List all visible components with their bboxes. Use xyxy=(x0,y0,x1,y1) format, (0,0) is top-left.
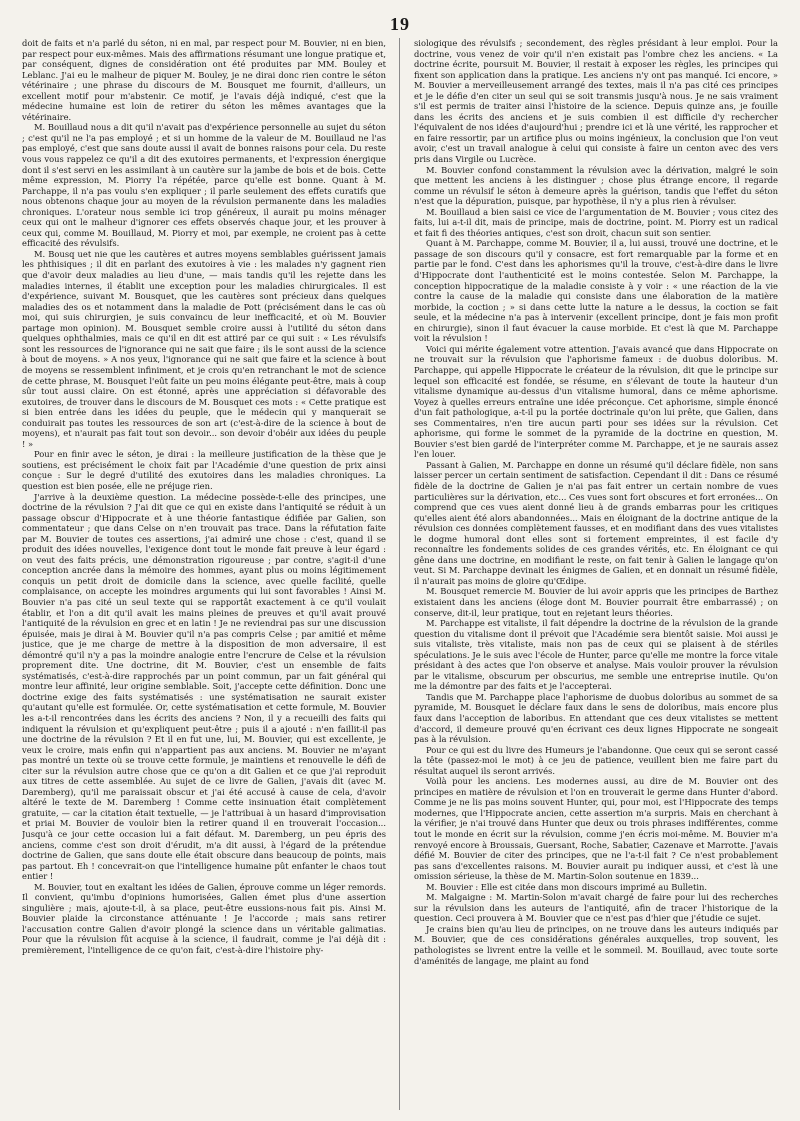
paragraph: Pour ce qui est du livre des Humeurs je l'abandonne. Que ceux qui se seront cassé la tête (passez-moi le mot) à ce jeu de patience, veuillent bien me faire part du résultat auquel ils seront arrivés. xyxy=(414,744,778,776)
paragraph: Voilà pour les anciens. Les modernes aussi, au dire de M. Bouvier ont des principes en matière de révulsion et l'on en trouverait le germe dans Hunter d'abord. Comme je ne lis pas moins souvent Hunter, qui, pour moi, est l'Hippocrate des temps modernes, que l'Hippocrate ancien, cette assertion m'a surpris. Mais en cherchant à la vérifier, je n'ai trouvé dans Hunter que deux ou trois phrases indifférentes, comme tout le monde en écrit sur la révulsion, comme j'en écris moi-même. M. Bouvier m'a renvoyé encore à Broussais, Guersant, Roche, Sabatier, Cazenave et Marrotte. J'avais défié M. Bouvier de citer des principes, que ne l'a-t-il fait ? Ce n'est probablement pas sans d'excellentes raisons. M. Bouvier aurait pu indiquer aussi, et c'est là une omission sérieuse, la thèse de M. Martin-Solon soutenue en 1839... xyxy=(414,776,778,882)
column-divider xyxy=(399,38,400,1110)
paragraph: M. Bouillaud a bien saisi ce vice de l'argumentation de M. Bouvier ; vous citez des faits, lui a-t-il dit, mais de principe, mais de doctrine, point. M. Piorry est un radical et fait fi des théories antiques, c'est son droit, chacun suit son sentier. xyxy=(414,206,778,238)
paragraph: Passant à Galien, M. Parchappe en donne un résumé qu'il déclare fidèle, non sans laisser percer un certain sentiment de satisfaction. Cependant il dit : Dans ce résumé fidèle de la doctrine de Galien je n'ai pas fait entrer un certain nombre de vues particulières sur la dérivation, etc... Ces vues sont fort obscures et fort erronées... On comprend que ces vues aient donné lieu à de grands embarras pour les critiques qu'elles aient été alors abandonnées... Mais en éloignant de la doctrine antique de la révulsion ces données complètement fausses, et en modifiant dans des vues vitalistes le dogme humoral dont elles sont si fortement empreintes, il est facile d'y reconnaître les fondements solides de ces grandes vérités, etc. En éloignant ce qui gêne dans une doctrine, en modifiant le reste, on fait tenir à Galien le langage qu'on veut. Si M. Parchappe devinait les énigmes de Galien, et en donnait un résumé fidèle, il n'aurait pas moins de gloire qu'Œdipe. xyxy=(414,459,778,586)
paragraph: M. Bouvier : Elle est citée dans mon discours imprimé au Bulletin. xyxy=(426,881,708,892)
paragraph: M. Bouvier confond constamment la révulsion avec la dérivation, malgré le soin que mettent les anciens à les distinguer ; chose plus étrange encore, il regarde comme un révulsif le séton à demeure après la guérison, tandis que l'effet du séton n'est que la dépuration, puisque, par hypothèse, il n'y a plus rien à révulser. xyxy=(414,164,778,207)
paragraph: Voici qui mérite également votre attention. J'avais avancé que dans Hippocrate on ne trouvait sur la révulsion que l'aphorisme fameux : de duobus doloribus. M. Parchappe, qui appelle Hippocrate le créateur de la révulsion, dit que le principe sur lequel son efficacité est fondée, se résume, en s'élevant de toute la hauteur d'un vitalisme dynamique au-dessus d'un vitalisme humoral, dans ce même aphorisme. Voyez à quelles erreurs entraîne une idée préconçue. Cet aphorisme, simple énoncé d'un fait pathologique, a-t-il pu la portée doctrinale qu'on lui prête, que Galien, dans ses Commentaires, n'en tire aucun parti pour ses idées sur la révulsion. Cet aphorisme, qui forme le sommet de la pyramide de la doctrine en question, M. Bouvier s'est bien gardé de l'interpréter comme M. Parchappe, et je ne saurais assez l'en louer. xyxy=(414,343,778,460)
paragraph: Pour en finir avec le séton, je dirai : la meilleure justification de la thèse que je soutiens, est précisément le choix fait par l'Académie d'une question de prix ainsi conçue : Sur le degré d'utilité des exutoires dans les maladies chroniques. La question est bien posée, elle ne préjuge rien. xyxy=(22,449,386,491)
paragraph: M. Parchappe est vitaliste, il fait dépendre la doctrine de la révulsion de la grande question du vitalisme dont il prévoit que l'Académie sera bientôt saisie. Moi aussi je suis vitaliste, très vitaliste, mais non pas de ceux qui se plaisent à de stériles spéculations. Je le suis avec l'école de Hunter, parce qu'elle me montre la force vitale présidant à des actes que l'on observe et analyse. Mais vouloir prouver la révulsion par le vitalisme, obscurum per obscurius, me semble une entreprise inutile. Qu'on me la démontre par des faits et je l'accepterai. xyxy=(414,618,778,692)
paragraph: M. Bousq uet nie que les cautères et autres moyens semblables guérissent jamais les phthisiques ; il dit en parlant des exutoires à vie : les malades n'y gagnent rien que d'avoir deux maladies au lieu d'une, — mais tandis qu'il les rejette dans les maladies internes, il établit une exception pour les maladies chirurgicales. Il est d'expérience, suivant M. Bousquet, que les cautères sont précieux dans quelques maladies des os et notamment dans la maladie de Pott (précisément dans le cas où moi, qui suis chirurgien, je suis convaincu de leur inefficacité, et où M. Bouvier partage mon opinion). M. Bousquet semble croire aussi à l'utilité du séton dans quelques ophthalmies, mais ce qu'il en dit est attiré par ce qui suit : « Les révulsifs sont les ressources de l'ignorance qui ne sait que faire ; ils le sont aussi de la science à bout de moyens. » A nos yeux, l'ignorance qui ne sait que faire et la science à bout de moyens se ressemblent infiniment, et je crois qu'en retranchant le mot de science de cette phrase, M. Bousquet l'eût faite un peu moins élégante peut-être, mais à coup sûr tout aussi claire. On est étonné, après une appréciation si défavorable des exutoires, de trouver dans le discours de M. Bousquet ces mots : « Cette pratique est si bien entrée dans les idées du peuple, que le médecin qui y manquerait se conduirait pas toutes les ressources de son art (c'est-à-dire de la science à bout de moyens), et n'aurait pas fait tout son devoir... son devoir d'obéir aux idées du peuple ! » xyxy=(22,248,386,449)
paragraph: M. Bouvier, tout en exaltant les idées de Galien, éprouve comme un léger remords. Il convient, qu'imbu d'opinions humorisées, Galien émet plus d'une assertion singulière ; mais, ajoute-t-il, à sa place, peut-être eussions-nous fait pis. Ainsi M. Bouvier plaide la circonstance atténuante ! Je l'accorde ; mais sans retirer l'accusation contre Galien d'avoir plongé la science dans un véritable galimatias. Pour que la révulsion fût acquise à la science, il faudrait, comme je l'ai déjà dit : premièrement, l'intelligence de ce qu'on fait, c'est-à-dire l'histoire phy- xyxy=(22,881,386,956)
paragraph: Je crains bien qu'au lieu de principes, on ne trouve dans les auteurs indiqués par M. Bouvier, que de ces considérations générales auxquelles, trop souvent, les pathologistes se livrent entre la veille et le sommeil. M. Bouillaud, avec toute sorte d'aménités de langage, me plaint au fond xyxy=(414,923,778,966)
paragraph: M. Bousquet remercie M. Bouvier de lui avoir appris que les principes de Barthez existaient dans les anciens (éloge dont M. Bouvier pourrait être embarrassé) ; on conserve, dit-il, leur pratique, tout en rejetant leurs théories. xyxy=(414,586,778,618)
page-number: 19 xyxy=(390,14,410,34)
paragraph: M. Bouillaud nous a dit qu'il n'avait pas d'expérience personnelle au sujet du séton ; c'est qu'il ne l'a pas employé ; et si un homme de la valeur de M. Bouillaud ne l'as pas employé, c'est que sans doute aussi il avait de bonnes raisons pour cela. Du reste vous vous rappelez ce qu'il a dit des exutoires permanents, et l'expression énergique dont il s'est servi en les assimilant à un cautère sur la jambe de bois et de bois. Cette même expression, M. Piorry l'a répétée, parce qu'elle est bonne. Quant à M. Parchappe, il n'a pas voulu s'en expliquer ; il parle seulement des effets curatifs que nous obtenons chaque jour au moyen de la révulsion permanente dans les maladies chroniques. L'orateur nous semble ici trop généreux, il aurait pu moins ménager ceux qui ont le malheur d'ignorer ces effets observés chaque jour, et les prouver à ceux qui, comme M. Bouillaud, M. Piorry et moi, par exemple, ne croient pas à cette efficacité des révulsifs. xyxy=(22,122,386,249)
right-column xyxy=(414,38,778,1110)
paragraph: M. Malgaigne : M. Martin-Solon m'avait chargé de faire pour lui des recherches sur la révulsion dans les auteurs de l'antiquité, afin de tracer l'historique de la question. Ceci prouvera à M. Bouvier que ce n'est pas d'hier que j'étudie ce sujet. xyxy=(414,892,778,924)
paragraph: Tandis que M. Parchappe place l'aphorisme de duobus doloribus au sommet de sa pyramide, M. Bousquet le déclare faux dans le sens de doloribus, mais encore plus faux dans l'acception de laboribus. En attendant que ces deux vitalistes se mettent d'accord, il demeure prouvé qu'en écrivant ces deux lignes Hippocrate ne songeait pas à la révulsion. xyxy=(414,691,778,745)
left-column xyxy=(22,38,386,1110)
paragraph: J'arrive à la deuxième question. La médecine possède-t-elle des principes, une doctrine de la révulsion ? J'ai dit que ce qui en existe dans l'antiquité se réduit à un passage obscur d'Hippocrate et à une théorie fantastique édifiée par Galien, son commentateur ; que dans Celse on n'en trouvait pas trace. Dans la réfutation faite par M. Bouvier de toutes ces assertions, j'ai admiré une chose : c'est, quand il se produit des idées nouvelles, l'exigence dont tout le monde fait preuve à leur égard : on veut des faits précis, une démonstration rigoureuse ; par contre, s'agit-il d'une conception ancrée dans la mémoire des hommes, ayant plus ou moins légitimement conquis un petit droit de domicile dans la science, avec quelle facilité, quelle complaisance, on accepte les moindres arguments qui lui sont favorables ! Ainsi M. Bouvier n'a pas cité un seul texte qui se rapportât exactement à ce qu'il voulait établir, et l'on a dit qu'il avait les mains pleines de preuves et qu'il avait prouvé l'antiquité de la révulsion en grec et en latin ! Je ne reviendrai pas sur une discussion épuisée, mais je dirai à M. Bouvier qu'il n'a pas compris Celse ; par amitié et même justice, que je me charge de mettre à la disposition de mon adversaire, il est démontré qu'il n'y a pas la moindre analogie entre l'encrure de Celse et la révulsion proprement dite. Une doctrine, dit M. Bouvier, c'est un ensemble de faits systématisés, c'est-à-dire rapprochés par un point commun, par un fait général qui montre leur affinité, leur origine semblable. Soit, j'accepte cette définition. Donc une doctrine exige des faits systématisés : une systématisation ne saurait exister qu'autant qu'elle est formulée. Or, cette systématisation et cette formule, M. Bouvier les a-t-il rencontrées dans les écrits des anciens ? Non, il y a recueilli des faits qui indiquent la révulsion et qu'expliquent peut-être ; puis il a ajouté : n'en faillit-il pas une doctrine de la révulsion ? Et il en fut une, lui, M. Bouvier, qui est excellente, je veux le croire, mais enfin qui n'appartient pas aux anciens. M. Bouvier ne m'ayant pas montré un texte où se trouve cette formule, je maintiens et renouvelle le défi de citer sur la révulsion autre chose que ce qu'on a dit Galien et ce que j'ai reproduit aux titres de cette assemblée. Au sujet de ce livre de Galien, j'avais dit (avec M. Daremberg), qu'il me paraissait obscur et j'ai été accusé à cause de cela, d'avoir altéré le texte de M. Daremberg ! Comme cette insinuation était complètement gratuite, — car la citation était textuelle, — je l'attribuai à un hasard d'improvisation et priai M. Bouvier de vouloir bien la retirer quand il en trouverait l'occasion... Jusqu'à ce jour cette occasion lui a fait défaut. M. Daremberg, un peu épris des anciens, comme c'est son droit d'érudit, m'a dit aussi, à l'égard de la prétendue doctrine de Galien, que sans doute elle était obscure dans beaucoup de points, mais pas partout. Eh ! concevrait-on que l'intelligence humaine pût enfanter le chaos tout entier ! xyxy=(22,491,386,882)
paragraph: doit de faits et n'a parlé du séton, ni en mal, par respect pour M. Bouvier, ni en bien, par respect pour eux-mêmes. Mais des affirmations résumant une longue pratique et, par conséquent, dignes de considération ont été produites par MM. Bouley et Leblanc. J'ai eu le malheur de piquer M. Bouley, je ne dirai donc rien contre le séton vétérinaire ; une phrase du discours de M. Bousquet me fournit, d'ailleurs, un excellent motif pour m'abstenir. Ce motif, je l'avais déjà indiqué, c'est que la médecine humaine est loin de retirer du séton les mêmes avantages que la vétérinaire. xyxy=(22,38,386,122)
article-body xyxy=(22,38,778,1110)
paragraph: siologique des révulsifs ; secondement, des règles présidant à leur emploi. Pour la doctrine, vous venez de voir qu'il n'en existait pas l'ombre chez les anciens. « La doctrine écrite, poursuit M. Bouvier, il restait à exposer les règles, les principes qui fixent son application dans la pratique. Les anciens n'y ont pas manqué. Ici encore, » M. Bouvier a merveilleusement arrangé des textes, mais il n'a pas cité ces principes et je le défie d'en citer un seul qui se soit transmis jusqu'à nous. Je ne sais vraiment s'il est permis de traiter ainsi l'histoire de la science. Depuis quinze ans, je fouille dans les écrits des anciens et je suis combien il est difficile d'y rechercher l'équivalent de nos idées d'aujourd'hui ; prendre ici et là une vérité, les rapprocher et en faire ressortir, par un artifice plus ou moins ingénieux, la conclusion que l'on veut avoir, c'est un travail analogue à celui qui consiste à faire un centon avec des vers pris dans Virgile ou Lucrèce. xyxy=(414,38,778,165)
paragraph: Quant à M. Parchappe, comme M. Bouvier, il a, lui aussi, trouvé une doctrine, et le passage de son discours qu'il y consacre, est fort remarquable par la forme et en partie par le fond. C'est dans les aphorismes qu'il la trouve, c'est-à-dire dans le livre d'Hippocrate dont l'authenticité est le moins contestée. Selon M. Parchappe, la conception hippocratique de la maladie consiste à y voir : « une réaction de la vie contre la cause de la maladie qui consiste dans une élaboration de la matière morbide, la coction ; » si dans cette lutte la nature a le dessus, la coction se fait seule, et la médecine n'a pas à intervenir (excellent principe, dont je fais mon profit en chirurgie), sinon il faut évacuer la cause morbide. Et c'est là que M. Parchappe voit la révulsion ! xyxy=(414,238,778,344)
